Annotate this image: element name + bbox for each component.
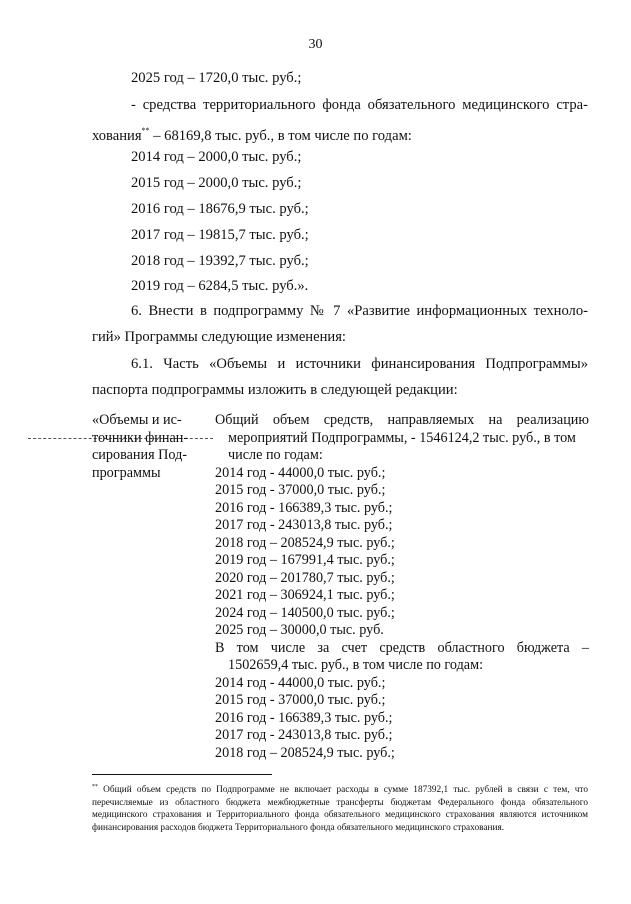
year-line: 2024 год – 140500,0 тыс. руб.; (215, 604, 395, 621)
footnote (92, 781, 588, 834)
page-number: 30 (308, 37, 323, 52)
text-line (92, 122, 412, 145)
footnote-marker: ** (92, 784, 98, 790)
year-line: 2015 год - 37000,0 тыс. руб.; (215, 692, 386, 708)
regional-intro-line: 1502659,4 тыс. руб., в том числе по годам: (228, 657, 484, 673)
year-line: 2019 год – 167991,4 тыс. руб.; (215, 552, 395, 568)
table-value-cell (215, 412, 589, 762)
year-line: 2017 год - 243013,8 тыс. руб.; (215, 517, 393, 533)
intro-line: мероприятий Подпрограммы, - 1546124,2 тыс. руб., в том (228, 429, 576, 446)
year-line: 2016 год - 166389,3 тыс. руб.; (215, 499, 393, 516)
label-line: программы (92, 464, 161, 481)
text-line: 2015 год – 2000,0 тыс. руб.; (131, 175, 302, 191)
footnote-rule (92, 774, 272, 775)
text-line: 2018 год – 19392,7 тыс. руб.; (131, 253, 309, 269)
year-line: 2018 год – 208524,9 тыс. руб.; (215, 534, 395, 551)
year-line: 2015 год - 37000,0 тыс. руб.; (215, 482, 386, 498)
text-line: - средства территориального фонда обязательного медицинского стра- (131, 97, 588, 113)
year-line: 2021 год – 306924,1 тыс. руб.; (215, 587, 395, 603)
label-line: точники финан- (92, 429, 189, 446)
text-line: 2016 год – 18676,9 тыс. руб.; (131, 201, 309, 217)
footnote-text: Общий объем средств по Подпрограмме не включает расходы в сумме 187392,1 тыс. рублей в связи с тем, что перечисляемые из областного бюджета межбюджетные трансферты бюджетам Федерального фонда обязательного медицинского страхования и Территориального фонда обязательного медицинского страхования являются источником финансирования расходов бюджета Территориального фонда обязательного медицинского страхования. (92, 785, 588, 833)
label-line: сирования Под- (92, 447, 188, 463)
text-line: 2017 год – 19815,7 тыс. руб.; (131, 227, 309, 243)
footnote-marker: ** (141, 126, 150, 135)
text-line: гий» Программы следующие изменения: (92, 329, 346, 345)
year-line: 2014 год - 44000,0 тыс. руб.; (215, 674, 386, 691)
text-fragment: – 68169,8 тыс. руб., в том числе по годам: (149, 128, 412, 144)
label-line: «Объемы и ис- (92, 412, 182, 428)
regional-intro-line: В том числе за счет средств областного бюджета – (215, 639, 589, 656)
year-line: 2018 год – 208524,9 тыс. руб.; (215, 744, 395, 761)
intro-line: числе по годам: (228, 447, 323, 463)
year-line: 2016 год - 166389,3 тыс. руб.; (215, 709, 393, 726)
year-line: 2020 год – 201780,7 тыс. руб.; (215, 569, 395, 586)
year-line: 2017 год - 243013,8 тыс. руб.; (215, 727, 393, 743)
text-line: 2014 год – 2000,0 тыс. руб.; (131, 149, 302, 165)
text-line: паспорта подпрограммы изложить в следующей редакции: (92, 382, 458, 398)
year-line: 2025 год – 30000,0 тыс. руб. (215, 622, 384, 638)
year-line: 2014 год - 44000,0 тыс. руб.; (215, 464, 386, 481)
text-line: 6.1. Часть «Объемы и источники финансирования Подпрограммы» (131, 356, 588, 372)
text-line: 6. Внести в подпрограмму № 7 «Развитие информационных техноло- (131, 303, 588, 319)
intro-line: Общий объем средств, направляемых на реализацию (215, 412, 589, 428)
text-line: 2019 год – 6284,5 тыс. руб.». (131, 278, 309, 294)
text-fragment: хования (92, 128, 142, 144)
table-label-cell (92, 412, 202, 482)
text-line: 2025 год – 1720,0 тыс. руб.; (131, 70, 302, 86)
